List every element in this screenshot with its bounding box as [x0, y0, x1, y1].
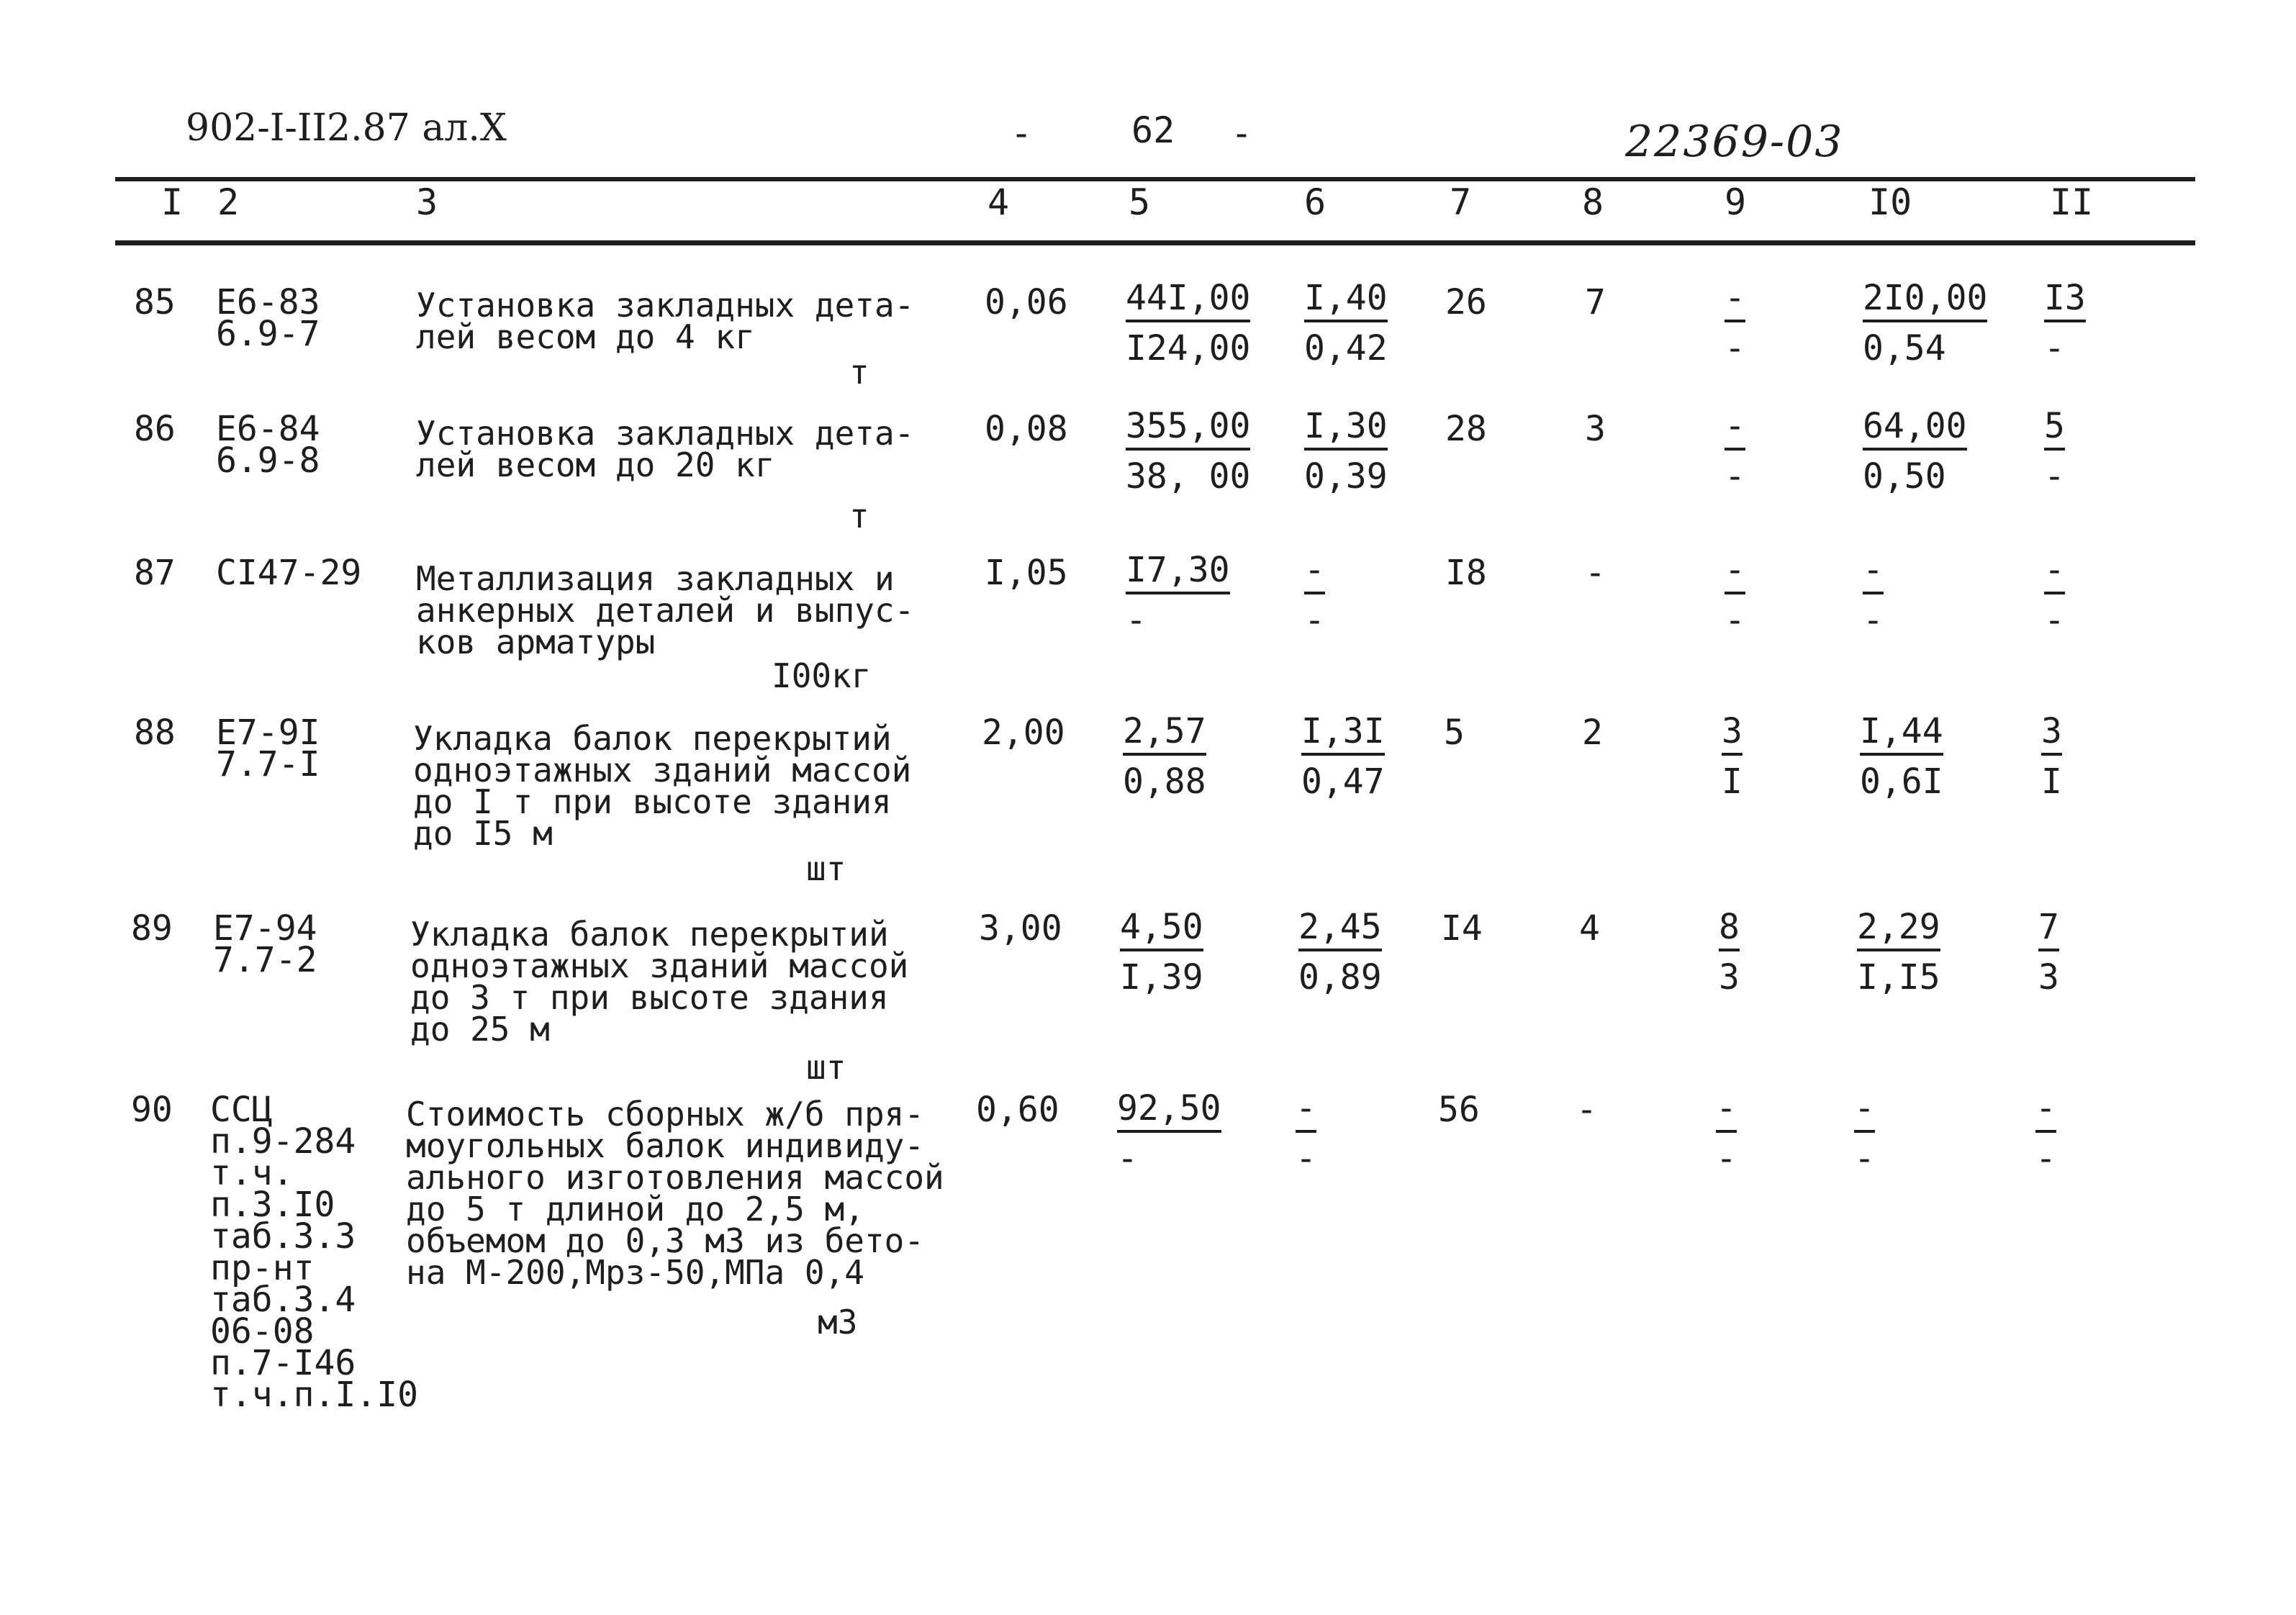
col5-value-top: 355,00: [1126, 407, 1250, 451]
col9-fraction: [1722, 712, 1743, 800]
col9-value-top: 3: [1722, 712, 1743, 756]
col11-value-bottom: -: [2035, 1139, 2056, 1179]
col10-value-bottom: -: [1863, 600, 1884, 641]
col5-value-top: 92,50: [1117, 1090, 1221, 1133]
row-number: 89: [131, 908, 173, 949]
col5-value-bottom: I24,00: [1126, 328, 1251, 368]
col6-fraction: [1301, 712, 1385, 800]
col5-value-top: 4,50: [1120, 908, 1203, 951]
col5-value-bottom: -: [1126, 600, 1147, 641]
col11-value-top: 5: [2044, 407, 2065, 451]
col10-value-bottom: I,I5: [1857, 957, 1940, 998]
quantity: 3,00: [979, 908, 1062, 949]
quantity: 0,08: [985, 409, 1068, 449]
col5-value-top: 2,57: [1123, 712, 1206, 756]
col11-fraction: [2044, 551, 2065, 639]
col10-value-top: 2,29: [1857, 908, 1940, 951]
work-description: Стоимость сборных ж/б пря- моугольных балок индивиду- ального изготовления массой до 5 т длиной до 2,5 м, объемом до 0,3 м3 из бето- на М-200,Мрз-50,МПа 0,4: [406, 1095, 944, 1292]
col10-fraction: [1863, 407, 1967, 495]
col8-value: 2: [1582, 712, 1603, 753]
col6-value-bottom: -: [1304, 600, 1325, 641]
col5-fraction: [1126, 407, 1250, 495]
unit-of-measure: т: [849, 353, 869, 392]
col7-value: I4: [1441, 908, 1483, 949]
col11-fraction: [2044, 279, 2086, 367]
col5-fraction: [1123, 712, 1206, 800]
col5-value-bottom: -: [1117, 1139, 1138, 1179]
col6-fraction: [1304, 551, 1325, 639]
col11-value-top: 7: [2038, 908, 2059, 951]
col11-value-bottom: I: [2041, 761, 2062, 802]
col10-value-bottom: -: [1854, 1139, 1875, 1179]
col7-value: 56: [1438, 1090, 1480, 1130]
work-description: Укладка балок перекрытий одноэтажных зданий массой до I т при высоте здания до I5 м: [413, 719, 912, 853]
col-header-9: 9: [1725, 181, 1747, 223]
col11-value-bottom: 3: [2038, 957, 2059, 998]
col9-value-top: 8: [1719, 908, 1740, 951]
col-header-5: 5: [1129, 181, 1151, 223]
work-description: Укладка балок перекрытий одноэтажных зданий массой до 3 т при высоте здания до 25 м: [410, 915, 909, 1049]
col11-value-bottom: -: [2044, 328, 2065, 368]
col10-fraction: [1854, 1090, 1875, 1177]
col-header-2: 2: [217, 181, 240, 223]
quantity: 0,06: [985, 282, 1068, 322]
col-header-3: 3: [416, 181, 438, 223]
col6-value-bottom: -: [1296, 1139, 1316, 1179]
col9-value-top: -: [1725, 279, 1745, 322]
col6-value-top: I,3I: [1301, 712, 1385, 756]
col6-value-bottom: 0,47: [1301, 761, 1385, 802]
col9-fraction: [1725, 279, 1745, 367]
col10-fraction: [1860, 712, 1943, 800]
row-number: 85: [134, 282, 176, 322]
col-header-8: 8: [1582, 181, 1604, 223]
col-header-10: I0: [1868, 181, 1912, 223]
col11-value-top: -: [2044, 551, 2065, 594]
col-header-11: II: [2050, 181, 2094, 223]
col6-fraction: [1298, 908, 1382, 996]
row-number: 90: [131, 1090, 173, 1130]
col6-value-bottom: 0,39: [1304, 456, 1388, 497]
norm-code: Е7-94 7.7-2: [213, 908, 317, 980]
work-description: Установка закладных дета- лей весом до 20 кг: [416, 414, 915, 484]
table-header-rule: [115, 240, 2195, 245]
col10-fraction: [1857, 908, 1940, 996]
col7-value: I8: [1445, 553, 1487, 593]
quantity: I,05: [985, 553, 1068, 593]
col9-fraction: [1725, 407, 1745, 495]
unit-of-measure: шт: [806, 849, 846, 888]
col7-value: 28: [1445, 409, 1487, 449]
row-number: 88: [134, 712, 176, 753]
col9-value-top: -: [1725, 551, 1745, 594]
col11-fraction: [2044, 407, 2065, 495]
col-header-6: 6: [1304, 181, 1326, 223]
col9-fraction: [1716, 1090, 1737, 1177]
col8-value: 7: [1585, 282, 1606, 322]
col6-value-bottom: 0,42: [1304, 328, 1388, 368]
page-number: 62: [1131, 109, 1175, 151]
unit-of-measure: I00кг: [772, 656, 872, 695]
col9-fraction: [1725, 551, 1745, 639]
col9-value-bottom: -: [1716, 1139, 1737, 1179]
col10-value-top: 2I0,00: [1863, 279, 1987, 322]
col5-fraction: [1126, 279, 1250, 367]
unit-of-measure: шт: [806, 1048, 846, 1087]
col10-value-bottom: 0,54: [1863, 328, 1946, 368]
col6-value-top: -: [1304, 551, 1325, 594]
col8-value: -: [1576, 1090, 1597, 1130]
col9-value-top: -: [1716, 1090, 1737, 1133]
page-dash-left: -: [1011, 112, 1033, 154]
norm-code: Е6-83 6.9-7: [216, 282, 320, 354]
quantity: 0,60: [976, 1090, 1059, 1130]
col6-fraction: [1296, 1090, 1316, 1177]
col9-value-bottom: I: [1722, 761, 1743, 802]
unit-of-measure: т: [849, 497, 869, 535]
col7-value: 26: [1445, 282, 1487, 322]
col9-value-bottom: 3: [1719, 957, 1740, 998]
col6-fraction: [1304, 407, 1388, 495]
col10-value-top: -: [1863, 551, 1884, 594]
col5-fraction: [1117, 1090, 1221, 1177]
col11-fraction: [2035, 1090, 2056, 1177]
col11-fraction: [2038, 908, 2059, 996]
col11-value-top: 3: [2041, 712, 2062, 756]
col9-value-top: -: [1725, 407, 1745, 451]
col-header-4: 4: [987, 181, 1010, 223]
col11-value-top: I3: [2044, 279, 2086, 322]
col6-value-top: I,40: [1304, 279, 1388, 322]
col5-value-bottom: 38, 00: [1126, 456, 1251, 497]
col11-fraction: [2041, 712, 2062, 800]
col8-value: -: [1585, 553, 1606, 593]
norm-code: ССЦ п.9-284 т.ч. п.3.I0 таб.3.3 пр-нт таб.3.4 06-08 п.7-I46 т.ч.п.I.I0: [210, 1090, 418, 1415]
col8-value: 3: [1585, 409, 1606, 449]
work-description: Металлизация закладных и анкерных деталей и выпус- ков арматуры: [416, 559, 915, 661]
norm-code: Е6-84 6.9-8: [216, 409, 320, 481]
col9-value-bottom: -: [1725, 600, 1745, 641]
row-number: 86: [134, 409, 176, 449]
col8-value: 4: [1579, 908, 1600, 949]
col5-fraction: [1126, 551, 1230, 639]
norm-code: СI47-29: [216, 553, 362, 593]
col6-value-bottom: 0,89: [1298, 957, 1382, 998]
col9-value-bottom: -: [1725, 456, 1745, 497]
col10-fraction: [1863, 279, 1987, 367]
row-number: 87: [134, 553, 176, 593]
col5-fraction: [1120, 908, 1203, 996]
col5-value-top: 44I,00: [1126, 279, 1250, 322]
sheet-number: 22369-03: [1625, 117, 1844, 167]
col6-fraction: [1304, 279, 1388, 367]
col7-value: 5: [1444, 712, 1465, 753]
col10-value-bottom: 0,6I: [1860, 761, 1943, 802]
col10-value-top: I,44: [1860, 712, 1943, 756]
col6-value-top: 2,45: [1298, 908, 1382, 951]
col5-value-bottom: 0,88: [1123, 761, 1206, 802]
col11-value-bottom: -: [2044, 600, 2065, 641]
col6-value-top: I,30: [1304, 407, 1388, 451]
unit-of-measure: м3: [818, 1303, 858, 1342]
col-header-1: I: [161, 181, 184, 223]
work-description: Установка закладных дета- лей весом до 4 кг: [416, 286, 915, 356]
document-code: 902-I-II2.87 ал.X: [186, 107, 507, 150]
col10-value-bottom: 0,50: [1863, 456, 1946, 497]
page-dash-right: -: [1231, 112, 1253, 154]
col11-value-top: -: [2035, 1090, 2056, 1133]
col-header-7: 7: [1450, 181, 1472, 223]
quantity: 2,00: [982, 712, 1065, 753]
col10-value-top: -: [1854, 1090, 1875, 1133]
col6-value-top: -: [1296, 1090, 1316, 1133]
col5-value-bottom: I,39: [1120, 957, 1203, 998]
col5-value-top: I7,30: [1126, 551, 1230, 594]
col9-value-bottom: -: [1725, 328, 1745, 368]
col9-fraction: [1719, 908, 1740, 996]
col10-value-top: 64,00: [1863, 407, 1967, 451]
norm-code: Е7-9I 7.7-I: [216, 712, 320, 784]
col11-value-bottom: -: [2044, 456, 2065, 497]
col10-fraction: [1863, 551, 1884, 639]
